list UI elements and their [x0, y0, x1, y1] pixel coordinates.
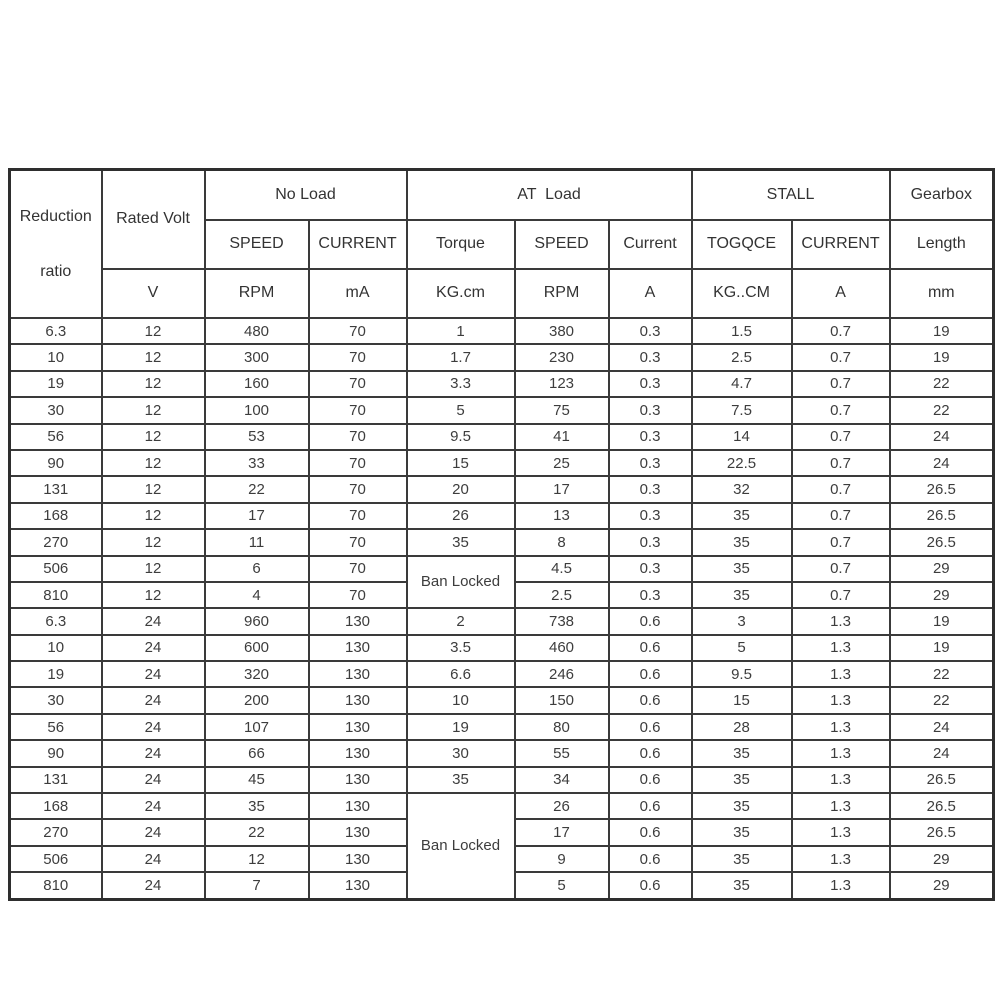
- table-row: [10, 635, 994, 661]
- table-cell: 9.5: [692, 661, 792, 687]
- table-cell: 12: [102, 344, 205, 370]
- table-cell: 19: [10, 661, 102, 687]
- table-cell: 0.3: [609, 371, 692, 397]
- header-group-no-load: No Load: [205, 170, 407, 220]
- table-cell: 53: [205, 424, 309, 450]
- table-cell: 90: [10, 450, 102, 476]
- table-cell: 56: [10, 424, 102, 450]
- table-cell: 0.7: [792, 371, 890, 397]
- table-cell: 24: [102, 687, 205, 713]
- table-cell: 75: [515, 397, 609, 423]
- table-cell: 270: [10, 819, 102, 845]
- table-cell: 130: [309, 714, 407, 740]
- table-cell: 12: [102, 556, 205, 582]
- table-cell: 80: [515, 714, 609, 740]
- header-stall-torque: TOGQCE: [692, 220, 792, 269]
- table-cell: 26.5: [890, 529, 994, 555]
- table-cell: 12: [102, 318, 205, 344]
- table-cell: 35: [407, 529, 515, 555]
- unit-atload-torque: KG.cm: [407, 269, 515, 318]
- table-cell: 29: [890, 872, 994, 899]
- table-cell: 300: [205, 344, 309, 370]
- header-group-gearbox: Gearbox: [890, 170, 994, 220]
- table-cell: 70: [309, 371, 407, 397]
- table-cell: 19: [10, 371, 102, 397]
- table-row: [10, 687, 994, 713]
- table-cell: 17: [205, 503, 309, 529]
- table-cell: 1.5: [692, 318, 792, 344]
- header-reduction-ratio-line2: ratio: [40, 263, 72, 280]
- table-cell: 24: [102, 846, 205, 872]
- table-cell: 26.5: [890, 793, 994, 819]
- table-cell: 90: [10, 740, 102, 766]
- table-cell: 0.3: [609, 503, 692, 529]
- table-cell: 35: [692, 819, 792, 845]
- table-cell: 45: [205, 767, 309, 793]
- table-row: [10, 424, 994, 450]
- table-cell: 26.5: [890, 819, 994, 845]
- table-cell: 1.3: [792, 846, 890, 872]
- table-cell: 0.7: [792, 529, 890, 555]
- table-cell: 35: [692, 872, 792, 899]
- table-cell: 230: [515, 344, 609, 370]
- table-row: [10, 344, 994, 370]
- table-cell: 70: [309, 476, 407, 502]
- table-cell: 22: [890, 687, 994, 713]
- table-cell: 35: [692, 767, 792, 793]
- table-cell: 70: [309, 450, 407, 476]
- table-cell: 35: [407, 767, 515, 793]
- table-cell: 168: [10, 503, 102, 529]
- table-cell: 19: [890, 635, 994, 661]
- table-cell: 810: [10, 582, 102, 608]
- unit-stall-current: A: [792, 269, 890, 318]
- table-cell: 24: [890, 450, 994, 476]
- table-cell: 6.6: [407, 661, 515, 687]
- table-cell: 10: [10, 344, 102, 370]
- table-cell: 22: [890, 661, 994, 687]
- table-cell: 1.3: [792, 687, 890, 713]
- unit-noload-current: mA: [309, 269, 407, 318]
- table-cell: 960: [205, 608, 309, 634]
- table-cell: 130: [309, 687, 407, 713]
- table-cell: 0.6: [609, 661, 692, 687]
- table-cell: 131: [10, 476, 102, 502]
- table-cell: 17: [515, 476, 609, 502]
- table-cell: 130: [309, 872, 407, 899]
- table-cell: 810: [10, 872, 102, 899]
- table-cell: 56: [10, 714, 102, 740]
- table-row: [10, 529, 994, 555]
- table-cell: 7.5: [692, 397, 792, 423]
- table-cell: 19: [890, 318, 994, 344]
- table-cell: 380: [515, 318, 609, 344]
- table-cell: 24: [890, 740, 994, 766]
- table-cell: 1.3: [792, 661, 890, 687]
- table-cell: 10: [407, 687, 515, 713]
- motor-spec-table: [8, 168, 995, 901]
- table-cell: 12: [102, 529, 205, 555]
- table-cell: 55: [515, 740, 609, 766]
- table-cell: 0.7: [792, 582, 890, 608]
- unit-atload-speed: RPM: [515, 269, 609, 318]
- table-cell: 0.6: [609, 740, 692, 766]
- header-rated-volt: Rated Volt: [102, 170, 205, 269]
- table-cell: 24: [102, 714, 205, 740]
- table-cell: 6.3: [10, 318, 102, 344]
- table-cell: 2: [407, 608, 515, 634]
- table-cell: 4.7: [692, 371, 792, 397]
- table-cell: 24: [102, 872, 205, 899]
- table-cell: 0.7: [792, 344, 890, 370]
- table-cell: 107: [205, 714, 309, 740]
- table-cell: 35: [692, 740, 792, 766]
- table-cell: 24: [102, 608, 205, 634]
- table-cell: 26.5: [890, 476, 994, 502]
- table-cell: 29: [890, 846, 994, 872]
- table-cell: 130: [309, 846, 407, 872]
- table-cell: 168: [10, 793, 102, 819]
- table-cell: 17: [515, 819, 609, 845]
- table-cell: 130: [309, 635, 407, 661]
- table-row: [10, 767, 994, 793]
- unit-noload-speed: RPM: [205, 269, 309, 318]
- header-reduction-ratio: [10, 170, 102, 319]
- table-cell: 1.3: [792, 740, 890, 766]
- table-row: [10, 397, 994, 423]
- header-row-units: [10, 269, 994, 318]
- ban-locked-cell: Ban Locked: [407, 793, 515, 899]
- table-cell: 8: [515, 529, 609, 555]
- table-cell: 70: [309, 503, 407, 529]
- table-cell: 30: [407, 740, 515, 766]
- ban-locked-cell: Ban Locked: [407, 556, 515, 609]
- table-cell: 14: [692, 424, 792, 450]
- table-cell: 150: [515, 687, 609, 713]
- table-cell: 460: [515, 635, 609, 661]
- header-atload-speed: SPEED: [515, 220, 609, 269]
- table-cell: 12: [102, 503, 205, 529]
- table-cell: 1.3: [792, 714, 890, 740]
- table-cell: 9.5: [407, 424, 515, 450]
- header-gearbox-length: Length: [890, 220, 994, 269]
- table-cell: 35: [692, 582, 792, 608]
- table-cell: 1.3: [792, 608, 890, 634]
- table-cell: 35: [692, 793, 792, 819]
- table-cell: 12: [102, 476, 205, 502]
- table-cell: 0.3: [609, 582, 692, 608]
- table-cell: 0.7: [792, 397, 890, 423]
- table-cell: 24: [102, 793, 205, 819]
- table-cell: 0.6: [609, 767, 692, 793]
- table-cell: 12: [102, 371, 205, 397]
- header-reduction-ratio-line1: Reduction: [19, 208, 92, 225]
- header-stall-current: CURRENT: [792, 220, 890, 269]
- table-cell: 4: [205, 582, 309, 608]
- table-cell: 0.3: [609, 424, 692, 450]
- table-cell: 130: [309, 767, 407, 793]
- table-cell: 6: [205, 556, 309, 582]
- table-cell: 506: [10, 846, 102, 872]
- table-cell: 28: [692, 714, 792, 740]
- spec-table-body: [10, 318, 994, 899]
- table-cell: 12: [102, 424, 205, 450]
- table-cell: 12: [102, 582, 205, 608]
- table-cell: 30: [10, 397, 102, 423]
- unit-atload-current: A: [609, 269, 692, 318]
- table-cell: 22: [205, 819, 309, 845]
- table-cell: 600: [205, 635, 309, 661]
- table-cell: 480: [205, 318, 309, 344]
- table-cell: 30: [10, 687, 102, 713]
- table-cell: 5: [692, 635, 792, 661]
- table-cell: 26.5: [890, 767, 994, 793]
- table-cell: 506: [10, 556, 102, 582]
- table-cell: 0.7: [792, 503, 890, 529]
- table-cell: 1.3: [792, 767, 890, 793]
- table-cell: 1.3: [792, 819, 890, 845]
- table-cell: 25: [515, 450, 609, 476]
- table-cell: 70: [309, 556, 407, 582]
- table-cell: 160: [205, 371, 309, 397]
- table-cell: 100: [205, 397, 309, 423]
- table-cell: 5: [407, 397, 515, 423]
- table-cell: 320: [205, 661, 309, 687]
- table-cell: 10: [10, 635, 102, 661]
- table-cell: 24: [102, 661, 205, 687]
- table-cell: 1.3: [792, 793, 890, 819]
- table-cell: 24: [890, 714, 994, 740]
- table-cell: 70: [309, 424, 407, 450]
- table-header: [10, 170, 994, 319]
- header-noload-speed: SPEED: [205, 220, 309, 269]
- table-cell: 9: [515, 846, 609, 872]
- table-cell: 3: [692, 608, 792, 634]
- table-cell: 11: [205, 529, 309, 555]
- table-cell: 270: [10, 529, 102, 555]
- table-cell: 66: [205, 740, 309, 766]
- table-cell: 0.3: [609, 397, 692, 423]
- table-cell: 0.3: [609, 318, 692, 344]
- table-cell: 22: [205, 476, 309, 502]
- table-cell: 130: [309, 608, 407, 634]
- table-cell: 70: [309, 318, 407, 344]
- table-cell: 3.5: [407, 635, 515, 661]
- table-cell: 123: [515, 371, 609, 397]
- table-cell: 12: [102, 450, 205, 476]
- table-cell: 33: [205, 450, 309, 476]
- table-cell: 1.7: [407, 344, 515, 370]
- table-row: [10, 476, 994, 502]
- table-cell: 738: [515, 608, 609, 634]
- header-group-stall: STALL: [692, 170, 890, 220]
- table-cell: 4.5: [515, 556, 609, 582]
- table-cell: 0.7: [792, 556, 890, 582]
- table-cell: 0.6: [609, 608, 692, 634]
- table-cell: 19: [407, 714, 515, 740]
- table-cell: 130: [309, 740, 407, 766]
- table-cell: 0.6: [609, 819, 692, 845]
- table-cell: 70: [309, 529, 407, 555]
- table-cell: 29: [890, 556, 994, 582]
- table-cell: 24: [102, 635, 205, 661]
- table-cell: 34: [515, 767, 609, 793]
- table-cell: 5: [515, 872, 609, 899]
- table-row: [10, 740, 994, 766]
- table-cell: 35: [692, 556, 792, 582]
- table-cell: 26: [515, 793, 609, 819]
- header-row-groups: [10, 170, 994, 220]
- table-cell: 0.6: [609, 635, 692, 661]
- table-cell: 12: [205, 846, 309, 872]
- header-atload-current: Current: [609, 220, 692, 269]
- table-cell: 19: [890, 608, 994, 634]
- table-cell: 22.5: [692, 450, 792, 476]
- table-cell: 24: [102, 819, 205, 845]
- table-cell: 26: [407, 503, 515, 529]
- table-cell: 32: [692, 476, 792, 502]
- unit-stall-torque: KG..CM: [692, 269, 792, 318]
- table-cell: 130: [309, 793, 407, 819]
- table-cell: 41: [515, 424, 609, 450]
- table-cell: 200: [205, 687, 309, 713]
- table-cell: 35: [692, 529, 792, 555]
- table-cell: 0.6: [609, 872, 692, 899]
- table-cell: 6.3: [10, 608, 102, 634]
- table-cell: 24: [102, 740, 205, 766]
- table-cell: 0.3: [609, 556, 692, 582]
- table-row: [10, 450, 994, 476]
- table-cell: 22: [890, 397, 994, 423]
- table-row: [10, 556, 994, 582]
- table-cell: 2.5: [515, 582, 609, 608]
- table-row: [10, 793, 994, 819]
- table-cell: 0.7: [792, 450, 890, 476]
- table-cell: 1.3: [792, 872, 890, 899]
- table-cell: 0.3: [609, 476, 692, 502]
- table-cell: 0.7: [792, 318, 890, 344]
- table-cell: 35: [692, 503, 792, 529]
- table-cell: 0.3: [609, 344, 692, 370]
- table-row: [10, 608, 994, 634]
- table-cell: 0.6: [609, 687, 692, 713]
- table-cell: 35: [692, 846, 792, 872]
- table-cell: 0.7: [792, 476, 890, 502]
- table-cell: 131: [10, 767, 102, 793]
- table-cell: 1.3: [792, 635, 890, 661]
- table-cell: 20: [407, 476, 515, 502]
- table-cell: 26.5: [890, 503, 994, 529]
- table-cell: 15: [407, 450, 515, 476]
- table-cell: 19: [890, 344, 994, 370]
- table-cell: 24: [890, 424, 994, 450]
- table-row: [10, 503, 994, 529]
- table-cell: 246: [515, 661, 609, 687]
- table-cell: 3.3: [407, 371, 515, 397]
- table-cell: 7: [205, 872, 309, 899]
- table-cell: 24: [102, 767, 205, 793]
- table-cell: 70: [309, 582, 407, 608]
- table-cell: 12: [102, 397, 205, 423]
- table-cell: 0.7: [792, 424, 890, 450]
- unit-gearbox-length: mm: [890, 269, 994, 318]
- table-cell: 70: [309, 344, 407, 370]
- header-noload-current: CURRENT: [309, 220, 407, 269]
- table-cell: 22: [890, 371, 994, 397]
- table-cell: 130: [309, 819, 407, 845]
- table-cell: 35: [205, 793, 309, 819]
- table-cell: 1: [407, 318, 515, 344]
- table-cell: 29: [890, 582, 994, 608]
- table-cell: 0.6: [609, 793, 692, 819]
- table-cell: 2.5: [692, 344, 792, 370]
- table-cell: 0.6: [609, 846, 692, 872]
- table-cell: 0.3: [609, 529, 692, 555]
- table-cell: 0.3: [609, 450, 692, 476]
- table-cell: 0.6: [609, 714, 692, 740]
- table-cell: 130: [309, 661, 407, 687]
- table-row: [10, 714, 994, 740]
- table-cell: 70: [309, 397, 407, 423]
- table-row: [10, 661, 994, 687]
- header-atload-torque: Torque: [407, 220, 515, 269]
- table-row: [10, 318, 994, 344]
- table-cell: 13: [515, 503, 609, 529]
- table-cell: 15: [692, 687, 792, 713]
- header-group-at-load: AT Load: [407, 170, 692, 220]
- table-row: [10, 371, 994, 397]
- unit-volt: V: [102, 269, 205, 318]
